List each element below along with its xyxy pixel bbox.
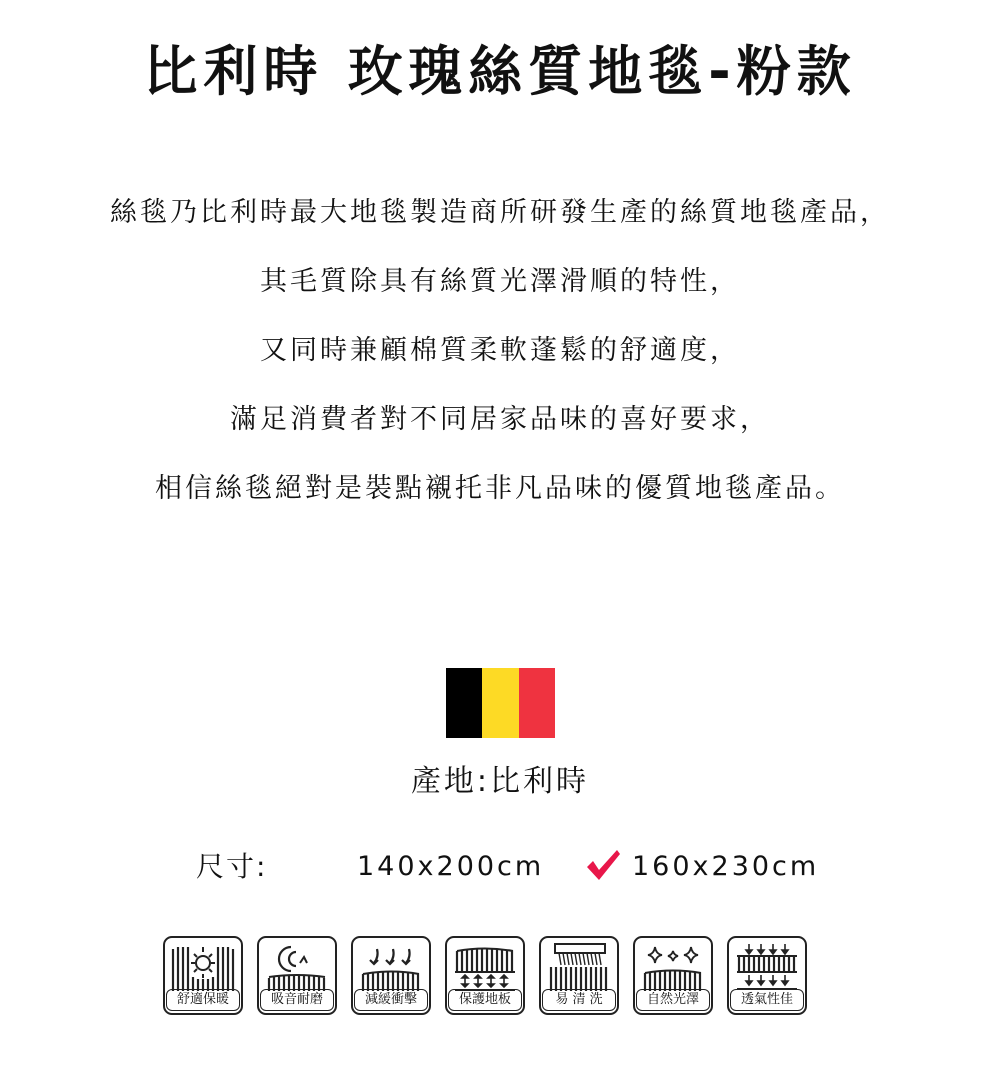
impact-arrows-icon	[357, 941, 425, 993]
feature-icons	[163, 936, 843, 1016]
feature-label: 減緩衝擊	[354, 989, 428, 1011]
floor-protect-icon	[451, 941, 519, 993]
product-title: 比利時 玫瑰絲質地毯-粉款	[143, 40, 857, 103]
flag-stripe-red	[519, 668, 555, 738]
flag-stripe-black	[446, 668, 482, 738]
feature-sound	[257, 936, 337, 1015]
feature-clean	[539, 936, 619, 1015]
description-line: 滿足消費者對不同居家品味的喜好要求，	[230, 404, 770, 435]
size-option-160x230[interactable]: 160x230cm	[632, 851, 820, 882]
warm-sun-icon	[169, 941, 237, 993]
breathable-arrows-icon	[733, 941, 801, 993]
size-option-140x200[interactable]: 140x200cm	[357, 851, 545, 882]
checkmark-icon	[584, 846, 622, 884]
feature-floor	[445, 936, 525, 1015]
origin-label: 產地:比利時	[410, 764, 590, 799]
brush-clean-icon	[545, 941, 613, 993]
feature-warm	[163, 936, 243, 1015]
sound-absorb-icon	[263, 941, 331, 993]
flag-stripe-yellow	[482, 668, 518, 738]
description-line: 絲毯乃比利時最大地毯製造商所研發生產的絲質地毯產品，	[110, 197, 890, 228]
size-label: 尺寸:	[196, 850, 268, 883]
feature-label: 易 清 洗	[542, 989, 616, 1011]
feature-label: 自然光澤	[636, 989, 710, 1011]
description-line: 相信絲毯絕對是裝點襯托非凡品味的優質地毯產品。	[155, 473, 845, 504]
sparkle-icon	[639, 941, 707, 993]
feature-label: 保護地板	[448, 989, 522, 1011]
feature-impact	[351, 936, 431, 1015]
description-line: 其毛質除具有絲質光澤滑順的特性，	[260, 266, 740, 297]
feature-gloss	[633, 936, 713, 1015]
feature-label: 舒適保暖	[166, 989, 240, 1011]
feature-label: 透氣性佳	[730, 989, 804, 1011]
feature-breathable	[727, 936, 807, 1015]
description-line: 又同時兼顧棉質柔軟蓬鬆的舒適度，	[260, 335, 740, 366]
product-description	[0, 178, 1000, 523]
feature-label: 吸音耐磨	[260, 989, 334, 1011]
belgium-flag-icon	[446, 668, 555, 738]
